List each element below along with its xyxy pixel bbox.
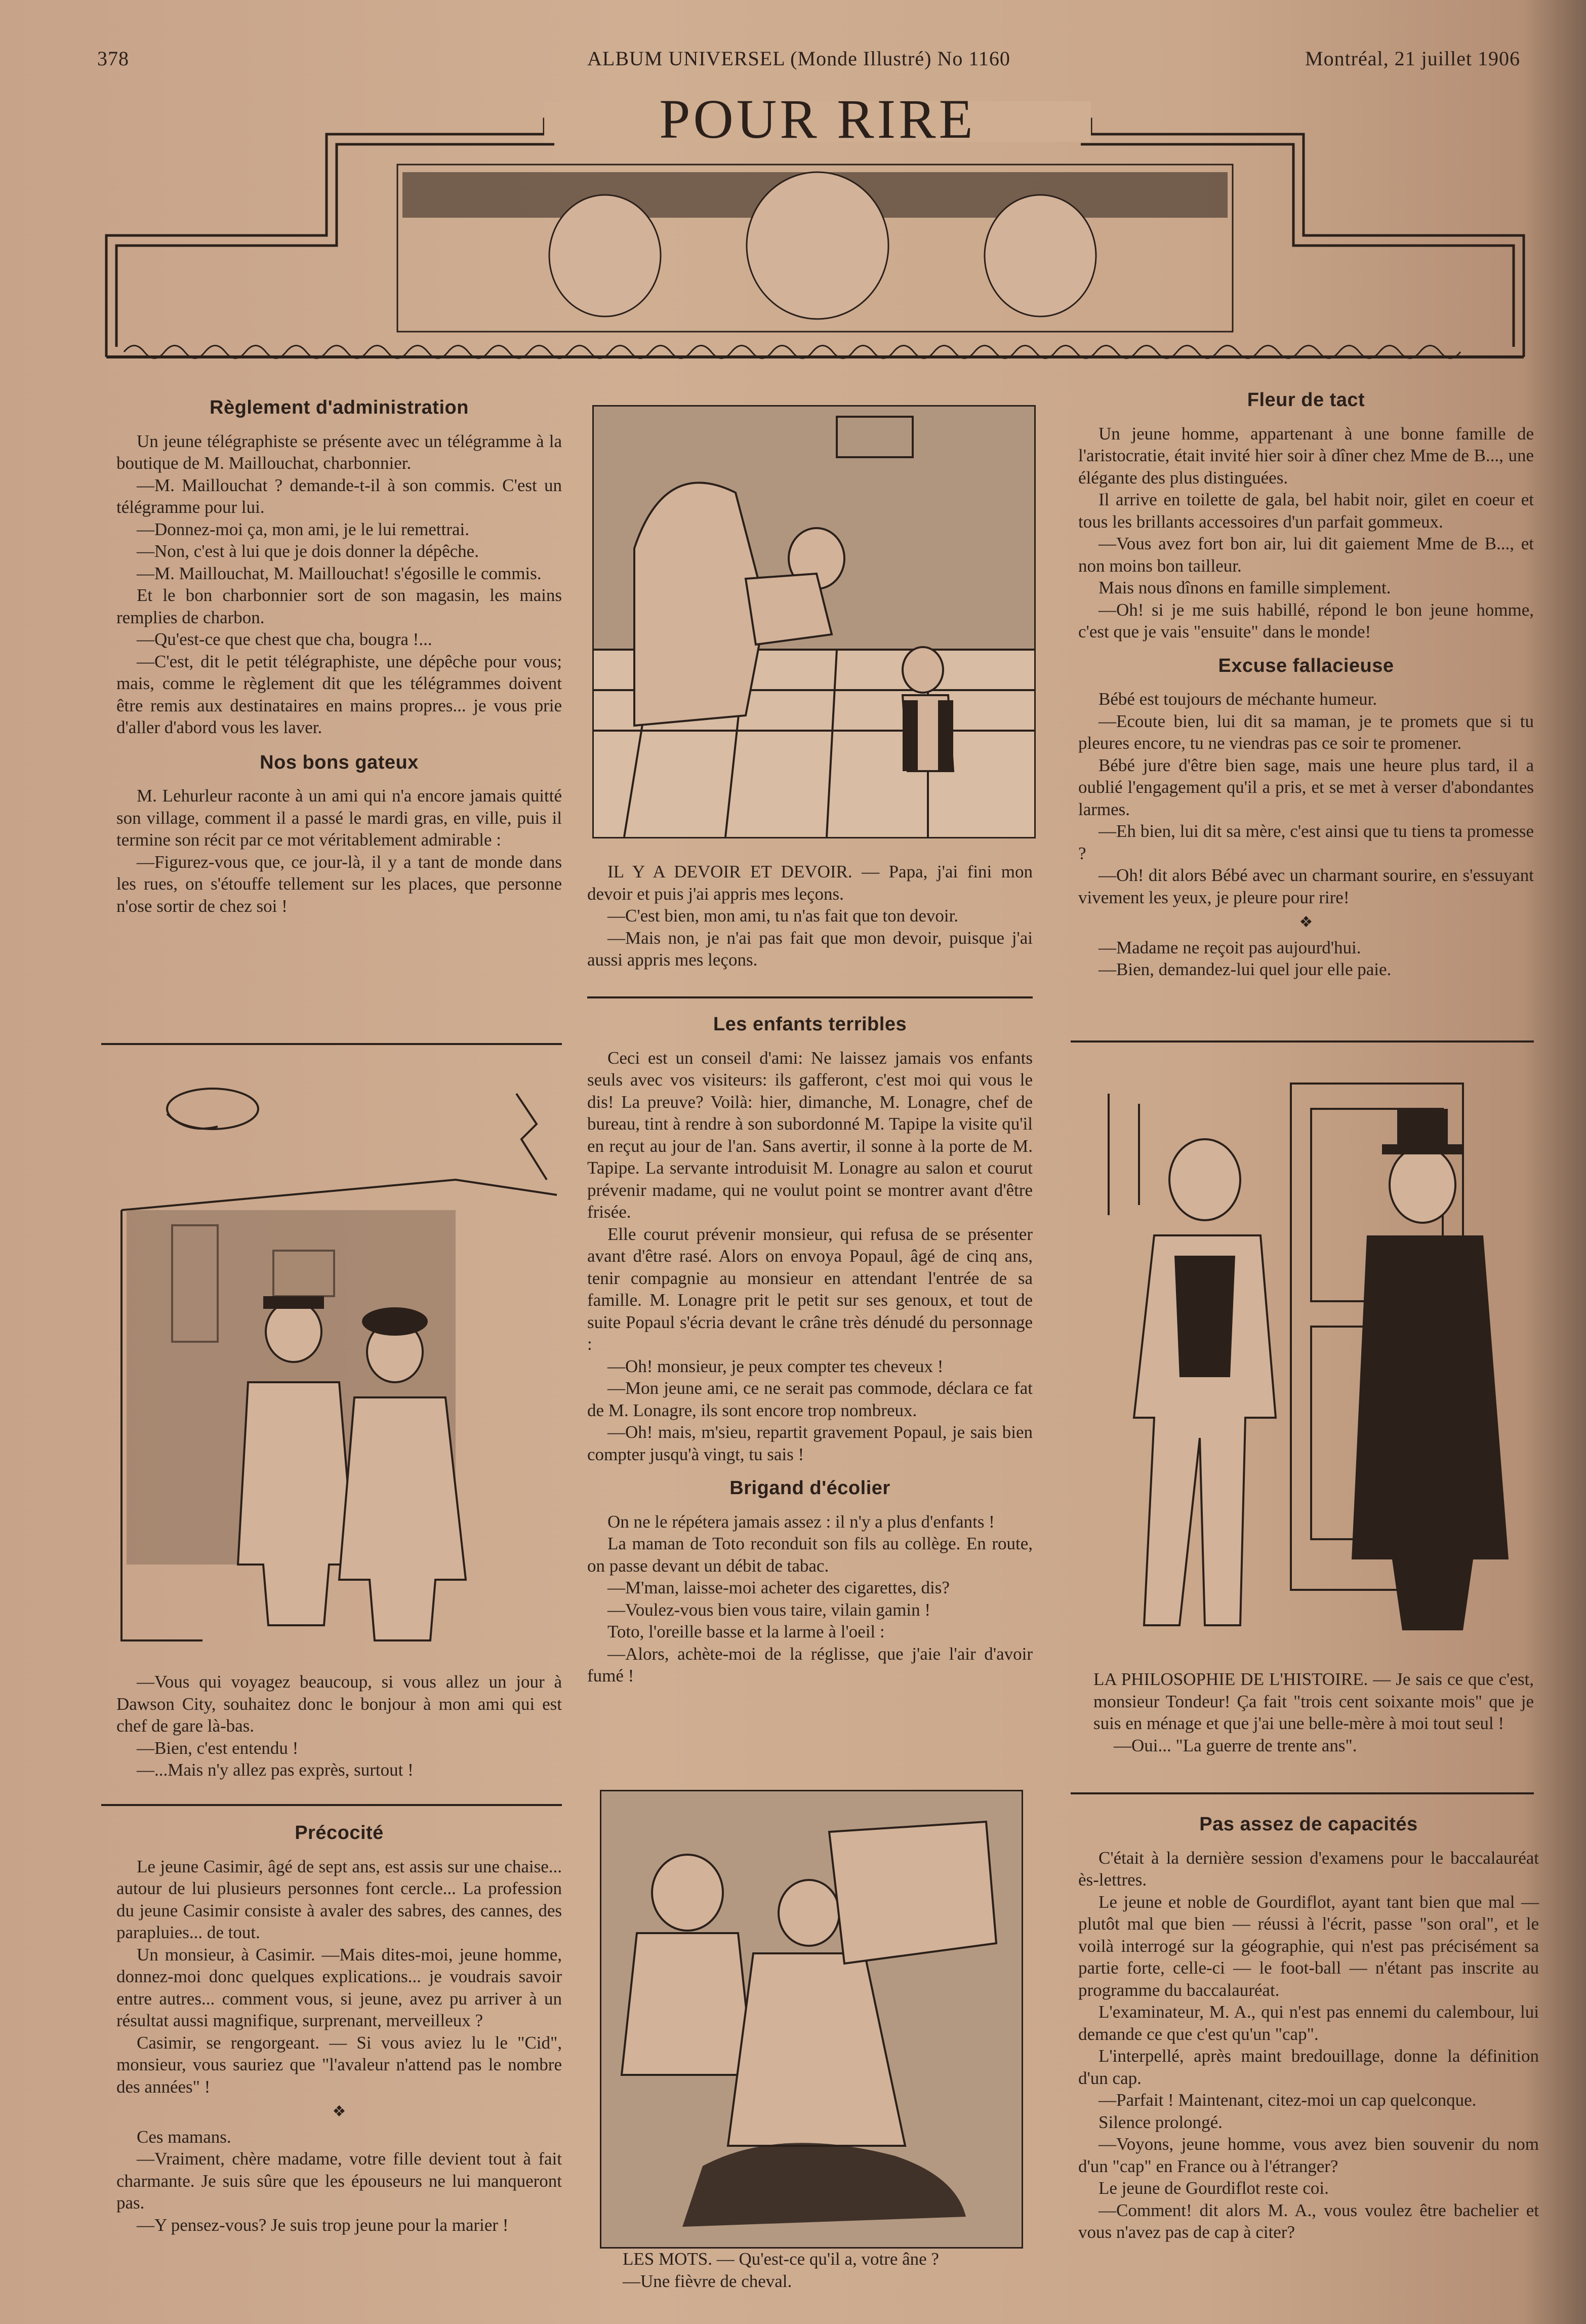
article-title: Règlement d'administration — [210, 397, 469, 418]
illustration-caption: LES MOTS. — Qu'est-ce qu'il a, votre âne ? — [623, 2249, 939, 2269]
paragraph: Un monsieur, à Casimir. —Mais dites-moi, jeune homme, donnez-moi donc quelques explications... je voudrais savoir entre autres... comment vous, si jeune, avez pu arriver à un résultat aussi magnifique, surprenant, merveilleux ? — [116, 1944, 562, 2030]
article-title: Les enfants terribles — [713, 1014, 907, 1035]
paragraph: Ces mamans. — [137, 2127, 231, 2147]
devoir-illustration — [592, 405, 1036, 838]
paragraph: —Comment! dit alors M. A., vous voulez être bachelier et vous n'avez pas de cap à citer? — [1078, 2200, 1539, 2242]
paragraph: —C'est, dit le petit télégraphiste, une dépêche pour vous; mais, comme le règlement dit que les télégrammes doivent être remis aux destinataires en mains propres... je vous prie d'aller d'abord vous les laver. — [116, 651, 562, 737]
paragraph: —Voyons, jeune homme, vous avez bien souvenir du nom d'un "cap" en France ou à l'étranger? — [1078, 2134, 1539, 2176]
left-column-top — [116, 390, 562, 917]
paragraph: —C'est bien, mon ami, tu n'as fait que ton devoir. — [607, 906, 959, 926]
paragraph: Il arrive en toilette de gala, bel habit noir, gilet en coeur et tous les brillants accessoires d'un parfait gommeux. — [1078, 490, 1534, 532]
paragraph: On ne le répétera jamais assez : il n'y a plus d'enfants ! — [607, 1511, 995, 1532]
paragraph: —Mais non, je n'ai pas fait que mon devoir, puisque j'ai aussi appris mes leçons. — [587, 928, 1033, 970]
paragraph: —Parfait ! Maintenant, citez-moi un cap quelconque. — [1099, 2090, 1477, 2110]
paragraph: —Figurez-vous que, ce jour-là, il y a tant de monde dans les rues, on s'étouffe tellement sur les places, que personne n'ose sortir de chez soi ! — [116, 852, 562, 916]
paragraph: —Voulez-vous bien vous taire, vilain gamin ! — [607, 1599, 930, 1620]
ornament-icon: ❖ — [332, 2103, 346, 2120]
paragraph: Mais nous dînons en famille simplement. — [1099, 578, 1391, 597]
paragraph: —Oh! mais, m'sieu, repartit gravement Popaul, je sais bien compter jusqu'à vingt, tu sais ! — [587, 1422, 1033, 1464]
paragraph: Elle courut prévenir monsieur, qui refusa de se présenter avant d'être rasé. Alors on envoya Popaul, âgé de cinq ans, tenir compagnie au monsieur en attendant l'entrée de sa famille. M. Lonagre prit le petit sur ses genoux, et tout de suite Popaul s'écria devant le crâne très dénudé du personnage : — [587, 1224, 1033, 1354]
paragraph: —Ecoute bien, lui dit sa maman, je te promets que si tu pleures encore, tu ne viendras pas ce soir te promener. — [1078, 711, 1534, 753]
left-column-lower — [116, 1815, 562, 2236]
paragraph: La maman de Toto reconduit son fils au collège. En route, on passe devant un débit de tabac. — [587, 1534, 1033, 1576]
paragraph: —Une fièvre de cheval. — [623, 2271, 792, 2291]
paragraph: Le jeune Casimir, âgé de sept ans, est assis sur une chaise... autour de lui plusieurs personnes font cercle... La profession du jeune Casimir consiste à avaler des sabres, des cannes, des parapluies... de tout. — [116, 1856, 562, 1942]
ane-illustration — [600, 1790, 1023, 2249]
right-column-top — [1078, 382, 1534, 981]
paragraph: Toto, l'oreille basse et la larme à l'oeil : — [607, 1622, 885, 1641]
paragraph: —Oui... "La guerre de trente ans". — [1114, 1735, 1357, 1755]
article-title: Excuse fallacieuse — [1218, 655, 1394, 676]
pour-rire-banner — [99, 89, 1531, 362]
paragraph: —M. Maillouchat ? demande-t-il à son commis. C'est un télégramme pour lui. — [116, 475, 562, 517]
paragraph: —Vous avez fort bon air, lui dit gaiement Mme de B..., et non moins bon tailleur. — [1078, 534, 1534, 576]
issue-date: Montréal, 21 juillet 1906 — [1305, 47, 1520, 70]
paragraph: —Non, c'est à lui que je dois donner la dépêche. — [137, 541, 479, 561]
paragraph: M. Lehurleur raconte à un ami qui n'a encore jamais quitté son village, comment il a passé le mardi gras, en ville, puis il termine son récit par ce mot véritablement admirable : — [116, 786, 562, 850]
paragraph: —Qu'est-ce que chest que cha, bougra !... — [137, 629, 432, 649]
paragraph: —Bien, demandez-lui quel jour elle paie. — [1099, 959, 1392, 979]
paragraph: Bébé jure d'être bien sage, mais une heure plus tard, il a oublié l'engagement qu'il a pris, et se met à verser d'abondantes larmes. — [1078, 755, 1534, 819]
paragraph: C'était à la dernière session d'examens pour le baccalauréat ès-lettres. — [1078, 1848, 1539, 1890]
page-number: 378 — [97, 47, 129, 70]
column-rule — [1071, 1040, 1534, 1043]
paragraph: —Vraiment, chère madame, votre fille devient tout à fait charmante. Je suis sûre que les épouseurs ne lui manqueront pas. — [116, 2149, 562, 2213]
paragraph: —Oh! dit alors Bébé avec un charmant sourire, en s'essuyant vivement les yeux, je pleure pour rire! — [1078, 865, 1534, 907]
paragraph: Et le bon charbonnier sort de son magasin, les mains remplies de charbon. — [116, 585, 562, 627]
paragraph: —Mon jeune ami, ce ne serait pas commode, déclara ce fat de M. Lonagre, ils sont encore trop nombreux. — [587, 1378, 1033, 1420]
paragraph: —M'man, laisse-moi acheter des cigarettes, dis? — [607, 1578, 950, 1597]
column-rule — [101, 1043, 562, 1045]
middle-column-text — [587, 1007, 1033, 1687]
middle-column-bottom-caption — [602, 2248, 1028, 2292]
column-rule — [101, 1804, 562, 1806]
article-title: Pas assez de capacités — [1199, 1814, 1418, 1835]
illustration-caption: LA PHILOSOPHIE DE L'HISTOIRE. — Je sais ce que c'est, monsieur Tondeur! Ça fait "trois cent soixante mois" que je suis en ménage et que j'ai une belle-mère à moi tout seul ! — [1093, 1669, 1534, 1733]
publication-title: ALBUM UNIVERSEL (Monde Illustré) No 1160 — [587, 47, 1010, 70]
paragraph: Le jeune de Gourdiflot reste coi. — [1099, 2178, 1329, 2198]
paragraph: L'examinateur, M. A., qui n'est pas ennemi du calembour, lui demande ce que c'est qu'un "cap". — [1078, 2002, 1539, 2044]
middle-column-caption — [587, 861, 1033, 971]
paragraph: Casimir, se rengorgeant. — Si vous aviez lu le "Cid", monsieur, vous sauriez que "l'avaleur n'attend pas le nombre des années" ! — [116, 2032, 562, 2097]
article-title: Précocité — [295, 1822, 384, 1844]
paragraph: Un jeune homme, appartenant à une bonne famille de l'aristocratie, était invité hier soir à dîner chez Mme de B..., une élégante des plus distinguées. — [1078, 423, 1534, 488]
paragraph: —Alors, achète-moi de la réglisse, que j'aie l'air d'avoir fumé ! — [587, 1644, 1033, 1686]
philosophie-illustration — [1078, 1053, 1534, 1661]
paragraph: —Madame ne reçoit pas aujourd'hui. — [1099, 937, 1361, 957]
banner-title: POUR RIRE — [659, 88, 976, 150]
paragraph: —...Mais n'y allez pas exprès, surtout ! — [137, 1760, 414, 1780]
article-title: Nos bons gateux — [260, 751, 419, 773]
article-title: Brigand d'écolier — [729, 1477, 890, 1499]
column-rule — [587, 996, 1033, 998]
paragraph: L'interpellé, après maint bredouillage, donne la définition d'un cap. — [1078, 2046, 1539, 2088]
dawson-city-illustration — [101, 1058, 562, 1666]
paragraph: Silence prolongé. — [1099, 2112, 1223, 2132]
right-column-caption — [1093, 1668, 1534, 1756]
paragraph: —Oh! monsieur, je peux compter tes cheveux ! — [607, 1356, 944, 1376]
paragraph: —Eh bien, lui dit sa mère, c'est ainsi que tu tiens ta promesse ? — [1078, 821, 1534, 863]
illustration-caption: —Vous qui voyagez beaucoup, si vous allez un jour à Dawson City, souhaitez donc le bonjour à mon ami qui est chef de gare là-bas. — [116, 1672, 562, 1736]
paragraph: Le jeune et noble de Gourdiflot, ayant tant bien que mal — plutôt mal que bien — réussi à l'écrit, passe "son oral", et le voilà interrogé sur la géographie, qui n'est pas précisément sa partie forte, celle-ci — le foot-ball — n'étant pas inscrite au programme du baccalauréat. — [1078, 1892, 1539, 2000]
paragraph: —Donnez-moi ça, mon ami, je le lui remettrai. — [137, 519, 470, 539]
right-column-bottom — [1078, 1807, 1539, 2243]
ornament-icon: ❖ — [1299, 914, 1313, 931]
paragraph: —Bien, c'est entendu ! — [137, 1738, 299, 1758]
paragraph: —Oh! si je me suis habillé, répond le bon jeune homme, c'est que je vais "ensuite" dans le monde! — [1078, 599, 1534, 642]
column-rule — [1071, 1792, 1534, 1794]
article-title: Fleur de tact — [1247, 389, 1365, 411]
paragraph: Bébé est toujours de méchante humeur. — [1099, 689, 1377, 709]
paragraph: —Y pensez-vous? Je suis trop jeune pour la marier ! — [137, 2215, 509, 2235]
paragraph: —M. Maillouchat, M. Maillouchat! s'égosille le commis. — [137, 563, 542, 583]
left-column-bottom — [116, 1671, 562, 1781]
illustration-caption: IL Y A DEVOIR ET DEVOIR. — Papa, j'ai fini mon devoir et puis j'ai appris mes leçons. — [587, 862, 1033, 904]
paragraph: Un jeune télégraphiste se présente avec un télégramme à la boutique de M. Maillouchat, charbonnier. — [116, 431, 562, 473]
paragraph: Ceci est un conseil d'ami: Ne laissez jamais vos enfants seuls avec vos visiteurs: ils gafferont, c'est moi qui vous le dis! La preuve? Voilà: hier, dimanche, M. Lonagre, chef de bureau, tint à rendre à son subordonné M. Tapipe la visite qu'il en reçut au jour de l'an. Sans avertir, il sonne à la porte de M. Tapipe. La servante introduisit M. Lonagre au salon et courut prévenir madame, qui ne voulut point se montrer avant d'être frisée. — [587, 1048, 1033, 1222]
